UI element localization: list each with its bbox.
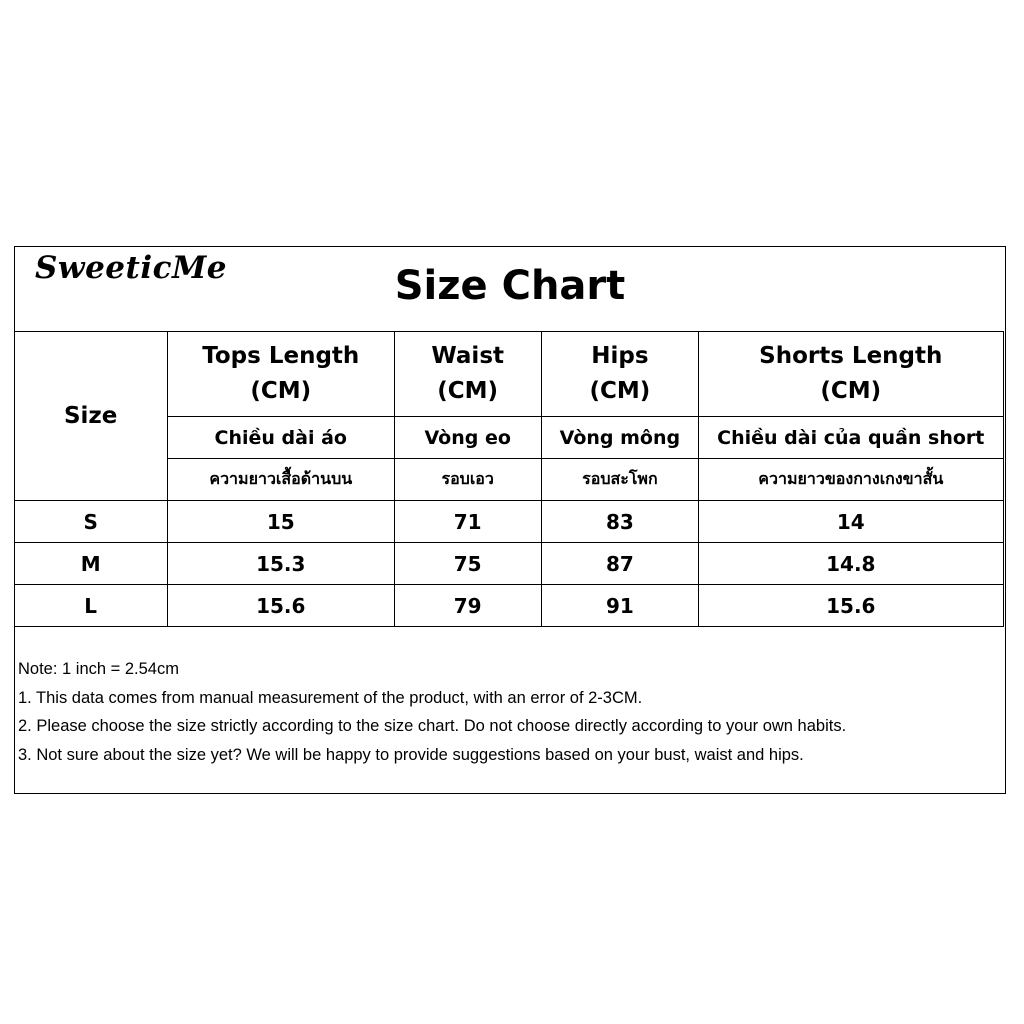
col-th-hips: รอบสะโพก — [541, 459, 698, 501]
col-unit: (CM) — [820, 378, 882, 404]
col-unit: (CM) — [250, 378, 312, 404]
cell-shorts: 14 — [699, 501, 1003, 543]
note-line: Note: 1 inch = 2.54cm — [18, 660, 179, 678]
cell-shorts: 15.6 — [699, 585, 1003, 627]
col-vi-waist: Vòng eo — [394, 417, 541, 459]
note-line: 1. This data comes from manual measurement of the product, with an error of 2-3CM. — [18, 688, 643, 707]
size-header: Size — [14, 332, 167, 501]
table-row-m — [14, 543, 1003, 585]
size-table — [14, 331, 1004, 627]
cell-tops: 15 — [167, 501, 394, 543]
cell-tops: 15.3 — [167, 543, 394, 585]
cell-shorts: 14.8 — [699, 543, 1003, 585]
col-unit: (CM) — [437, 378, 499, 404]
notes-section — [18, 655, 846, 769]
header-row-en — [14, 332, 1003, 417]
cell-waist: 79 — [394, 585, 541, 627]
note-line: 3. Not sure about the size yet? We will be happy to provide suggestions based on your bust, waist and hips. — [18, 745, 804, 764]
col-th-tops: ความยาวเสื้อด้านบน — [167, 459, 394, 501]
col-name: Tops Length — [202, 343, 360, 369]
cell-waist: 71 — [394, 501, 541, 543]
table-row-l — [14, 585, 1003, 627]
col-header-waist — [394, 332, 541, 417]
col-header-hips — [541, 332, 698, 417]
col-th-waist: รอบเอว — [394, 459, 541, 501]
cell-waist: 75 — [394, 543, 541, 585]
note-line: 2. Please choose the size strictly according to the size chart. Do not choose directly according to your own habits. — [18, 717, 847, 735]
col-vi-shorts: Chiều dài của quần short — [699, 417, 1003, 459]
col-unit: (CM) — [589, 378, 651, 404]
col-vi-tops: Chiều dài áo — [167, 417, 394, 459]
col-name: Hips — [591, 343, 649, 369]
row-size: L — [14, 585, 167, 627]
col-name: Shorts Length — [759, 343, 943, 369]
col-vi-hips: Vòng mông — [541, 417, 698, 459]
row-size: M — [14, 543, 167, 585]
col-header-tops — [167, 332, 394, 417]
brand-logo: SweeticMe — [35, 250, 228, 286]
cell-hips: 83 — [541, 501, 698, 543]
cell-tops: 15.6 — [167, 585, 394, 627]
col-th-shorts: ความยาวของกางเกงขาสั้น — [699, 459, 1003, 501]
row-size: S — [14, 501, 167, 543]
col-header-shorts — [699, 332, 1003, 417]
size-chart — [14, 246, 1006, 794]
chart-title: Size Chart — [394, 263, 626, 309]
cell-hips: 91 — [541, 585, 698, 627]
cell-hips: 87 — [541, 543, 698, 585]
table-row-s — [14, 501, 1003, 543]
col-name: Waist — [431, 343, 504, 369]
